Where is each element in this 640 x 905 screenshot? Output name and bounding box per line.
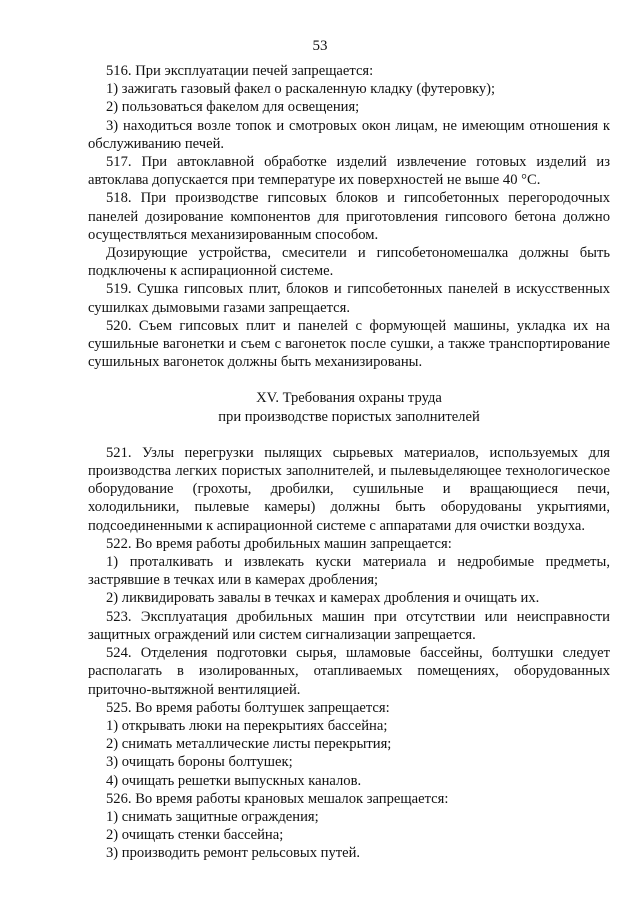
paragraph-518-note: Дозирующие устройства, смесители и гипсобетономешалка должны быть подключены к аспирационной системе.: [88, 245, 610, 280]
paragraph-517: 517. При автоклавной обработке изделий извлечение готовых изделий из автоклава допускается при температуре их поверхностей не выше 40 °C.: [88, 154, 610, 189]
paragraph-516-item-1: 1) зажигать газовый факел о раскаленную кладку (футеровку);: [106, 81, 496, 98]
paragraph-522-item-2: 2) ликвидировать завалы в течках и камерах дробления и очищать их.: [106, 590, 540, 607]
paragraph-522-item-1: 1) проталкивать и извлекать куски материала и недробимые предметы, застрявшие в течках или в камерах дробления;: [88, 554, 610, 589]
paragraph-525-item-3: 3) очищать бороны болтушек;: [106, 754, 293, 771]
paragraph-525: 525. Во время работы болтушек запрещается:: [106, 699, 390, 716]
paragraph-526-item-1: 1) снимать защитные ограждения;: [106, 808, 319, 825]
paragraph-526-item-2: 2) очищать стенки бассейна;: [106, 827, 284, 844]
paragraph-522: 522. Во время работы дробильных машин запрещается:: [106, 535, 452, 552]
paragraph-525-item-2: 2) снимать металлические листы перекрытия;: [106, 736, 392, 753]
paragraph-516-item-2: 2) пользоваться факелом для освещения;: [106, 99, 360, 116]
paragraph-520: 520. Съем гипсовых плит и панелей с формующей машины, укладка их на сушильные вагонетки и съем с вагонеток после сушки, а также транспортирование сушильных вагонеток должны быть механизированы.: [88, 317, 610, 371]
paragraph-521: 521. Узлы перегрузки пылящих сырьевых материалов, используемых для производства легких пористых заполнителей, и пылевыделяющее технологическое оборудование (грохоты, дробилки, сушильные и вращающиеся печи, холодильники, пылевые камеры) должны быть оборудованы укрытиями, подсоединенными к аспирационной системе с аппаратами для очистки воздуха.: [88, 444, 610, 534]
section-title-line-1: XV. Требования охраны труда: [256, 390, 442, 407]
paragraph-525-item-4: 4) очищать решетки выпускных каналов.: [106, 772, 362, 789]
paragraph-525-item-1: 1) открывать люки на перекрытиях бассейна;: [106, 717, 388, 734]
document-body: [88, 62, 610, 863]
paragraph-519: 519. Сушка гипсовых плит, блоков и гипсобетонных панелей в искусственных сушилках дымовыми газами запрещается.: [88, 281, 610, 316]
section-title-line-2: при производстве пористых заполнителей: [218, 408, 480, 425]
paragraph-526-item-3: 3) производить ремонт рельсовых путей.: [106, 845, 361, 862]
paragraph-523: 523. Эксплуатация дробильных машин при отсутствии или неисправности защитных ограждений или систем сигнализации запрещается.: [88, 608, 610, 643]
paragraph-526: 526. Во время работы крановых мешалок запрещается:: [106, 790, 449, 807]
paragraph-516-item-3: 3) находиться возле топок и смотровых окон лицам, не имеющим отношения к обслуживанию печей.: [88, 117, 610, 152]
page-number: 53: [312, 38, 328, 54]
paragraph-518: 518. При производстве гипсовых блоков и гипсобетонных перегородочных панелей дозирование компонентов для приготовления гипсового бетона должно осуществляться механизированным способом.: [88, 190, 610, 243]
paragraph-516: 516. При эксплуатации печей запрещается:: [106, 63, 374, 79]
paragraph-524: 524. Отделения подготовки сырья, шламовые бассейны, болтушки следует располагать в изолированных, отапливаемых помещениях, оборудованных приточно-вытяжной вентиляцией.: [88, 645, 610, 698]
